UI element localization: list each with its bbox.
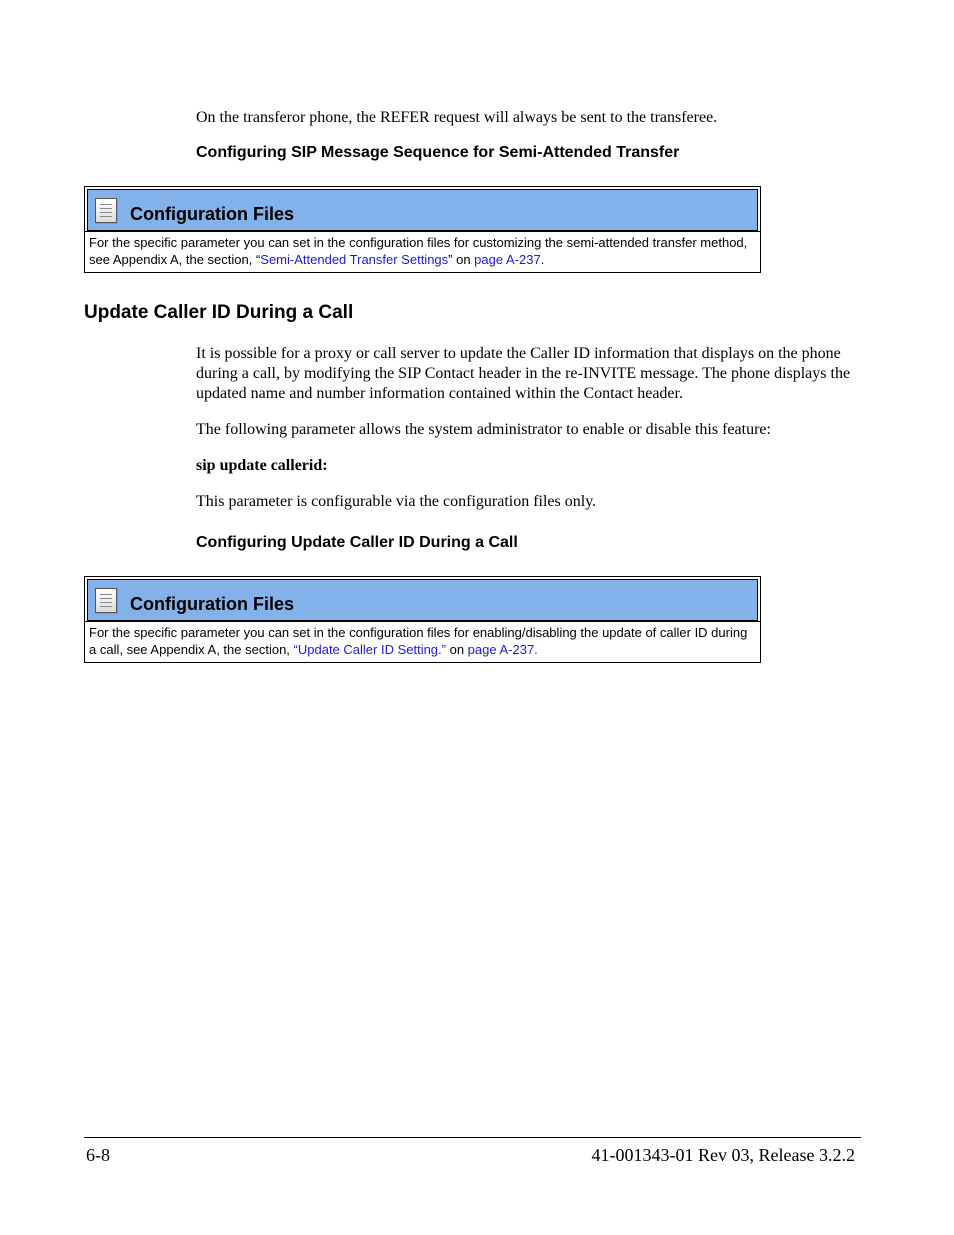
paragraph-config-only: This parameter is configurable via the configuration files only. [196,493,597,510]
subheading-semi-attended: Configuring SIP Message Sequence for Semi-Attended Transfer [196,144,680,161]
config-text-after: . [540,252,545,267]
config-files-header [87,579,758,621]
config-files-title: Configuration Files [130,204,294,224]
link-page-a-237[interactable]: page A-237 [474,252,541,267]
config-files-box-semi-attended [84,186,761,273]
footer-doc-id: 41-001343-01 Rev 03, Release 3.2.2 [591,1145,855,1165]
link-page-a-237[interactable]: page A-237. [467,642,538,657]
section-heading-update-caller-id: Update Caller ID During a Call [84,302,354,323]
config-text-before: For the specific parameter you can set in the configuration files for enabling/disabling the update of caller ID during a call, see Appendix A, the section, [89,625,748,657]
config-files-body [85,621,760,662]
config-text-mid: ” on [448,252,475,267]
link-semi-attended-transfer-settings[interactable]: Semi-Attended Transfer Settings [260,252,449,267]
footer-rule [84,1137,861,1138]
config-files-body [85,231,760,272]
document-icon [95,198,117,223]
parameter-name: sip update callerid: [196,457,328,474]
link-update-caller-id-setting[interactable]: “Update Caller ID Setting.” [293,642,446,657]
subheading-update-caller-id: Configuring Update Caller ID During a Call [196,534,518,551]
config-text-mid: on [445,642,468,657]
document-icon [95,588,117,613]
config-files-box-caller-id [84,576,761,663]
paragraph-caller-id-description: It is possible for a proxy or call server to update the Caller ID information that displays on the phone during a call, by modifying the SIP Contact header in the re-INVITE message. The phone displays the updated name and number information contained within the Contact header. [196,345,851,402]
config-files-title: Configuration Files [130,594,294,614]
paragraph-parameter-intro: The following parameter allows the system administrator to enable or disable this feature: [196,421,771,438]
footer-page-number: 6-8 [86,1145,110,1165]
config-files-header [87,189,758,231]
intro-paragraph: On the transferor phone, the REFER request will always be sent to the transferee. [196,109,718,126]
config-text-before: For the specific parameter you can set in the configuration files for customizing the semi-attended transfer method, see Appendix A, the section, “ [89,235,748,267]
